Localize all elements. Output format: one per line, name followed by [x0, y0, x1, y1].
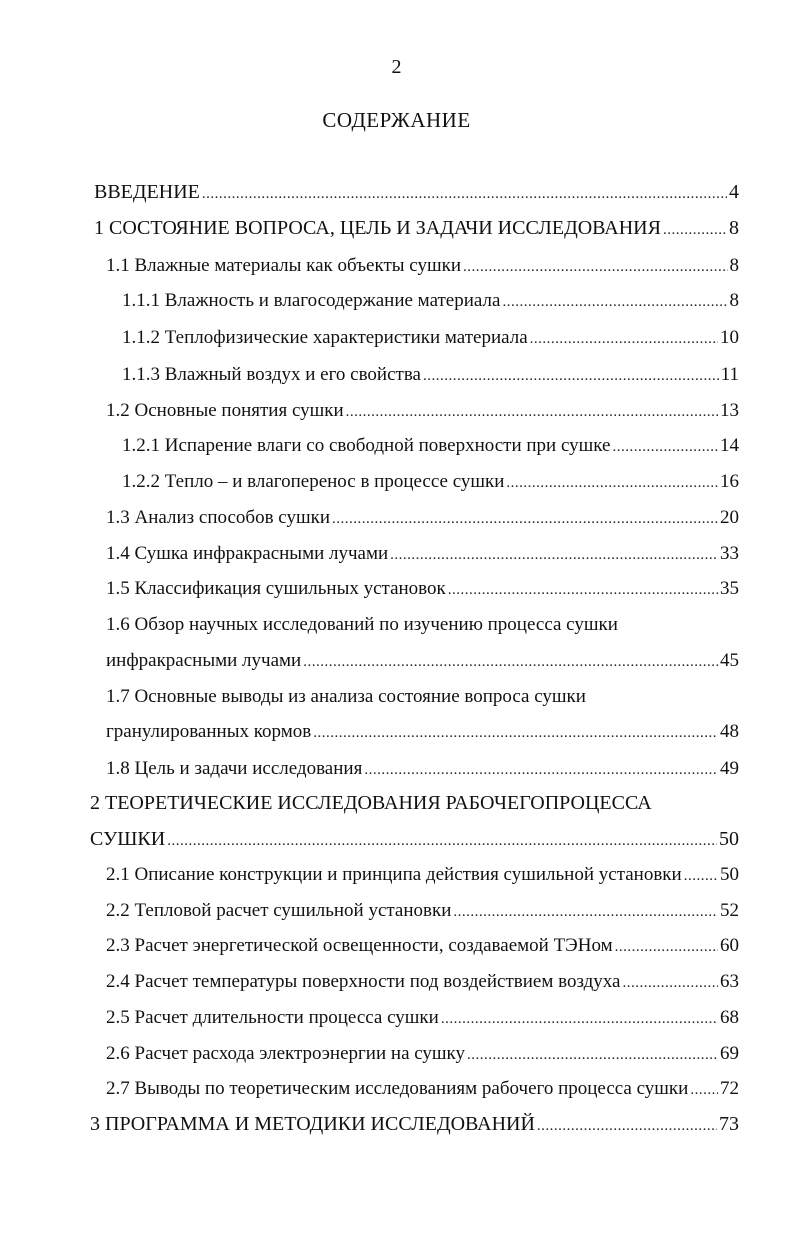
toc-entry[interactable]	[106, 398, 739, 424]
toc-leader-dots	[663, 217, 727, 243]
toc-entry-title: СУШКИ	[90, 828, 166, 850]
toc-entry-title: 3 ПРОГРАММА И МЕТОДИКИ ИССЛЕДОВАНИЙ	[90, 1113, 535, 1135]
toc-leader-dots	[467, 1042, 718, 1068]
toc-entry[interactable]	[90, 1111, 739, 1137]
toc-entry-title: 2.1 Описание конструкции и принципа действия сушильной установки	[106, 864, 682, 885]
toc-page-number: 50	[719, 828, 739, 850]
toc-entry[interactable]	[106, 541, 739, 567]
toc-page-number: 50	[720, 864, 739, 885]
toc-entry-title: 1.5 Классификация сушильных установок	[106, 578, 446, 599]
toc-entry-title: 1.2 Основные понятия сушки	[106, 400, 344, 421]
toc-entry-title: 2.2 Тепловой расчет сушильной установки	[106, 900, 452, 921]
toc-entry[interactable]	[122, 433, 739, 459]
toc-page-number: 14	[720, 435, 739, 456]
toc-page-number: 4	[729, 181, 739, 203]
toc-leader-dots	[441, 1006, 718, 1032]
toc-entry-title: ВВЕДЕНИЕ	[94, 181, 200, 203]
toc-leader-dots	[684, 863, 718, 889]
toc-entry-title: 2.6 Расчет расхода электроэнергии на сушку	[106, 1043, 466, 1064]
toc-entry-title: инфракрасными лучами	[106, 650, 302, 671]
toc-leader-dots	[313, 720, 718, 746]
toc-leader-dots	[364, 757, 718, 783]
toc-page-number: 8	[729, 217, 739, 239]
toc-entry[interactable]	[106, 969, 739, 995]
toc-leader-dots	[502, 289, 727, 315]
toc-leader-dots	[448, 577, 718, 603]
toc-entry-title: 1.3 Анализ способов сушки	[106, 507, 331, 528]
toc-entry-title: 2.4 Расчет температуры поверхности под воздействием воздуха	[106, 971, 621, 992]
toc-entry[interactable]	[94, 179, 739, 205]
page-title: СОДЕРЖАНИЕ	[322, 108, 471, 132]
toc-entry[interactable]	[106, 719, 739, 745]
toc-page-number: 52	[720, 900, 739, 921]
page-number: 2	[391, 56, 402, 78]
toc-entry-title-line1[interactable]: 2 ТЕОРЕТИЧЕСКИЕ ИССЛЕДОВАНИЯ РАБОЧЕГОПРОЦЕССА	[90, 792, 652, 814]
toc-page-number: 13	[720, 400, 739, 421]
toc-entry-title: 2.3 Расчет энергетической освещенности, создаваемой ТЭНом	[106, 935, 613, 956]
toc-page-number: 68	[720, 1007, 739, 1028]
toc-page-number: 16	[720, 471, 739, 492]
toc-entry-title: 1.2.2 Тепло – и влагоперенос в процессе сушки	[122, 471, 505, 492]
toc-entry[interactable]	[122, 288, 739, 314]
toc-leader-dots	[622, 970, 718, 996]
toc-entry[interactable]	[122, 469, 739, 495]
toc-leader-dots	[690, 1077, 718, 1103]
toc-leader-dots	[346, 399, 718, 425]
toc-leader-dots	[530, 326, 718, 352]
toc-leader-dots	[615, 934, 718, 960]
toc-entry[interactable]	[106, 756, 739, 782]
toc-entry-title: гранулированных кормов	[106, 721, 312, 742]
toc-page-number: 35	[720, 578, 739, 599]
toc-entry-title: 1.2.1 Испарение влаги со свободной поверхности при сушке	[122, 435, 611, 456]
toc-leader-dots	[202, 181, 727, 207]
toc-entry[interactable]	[106, 1076, 739, 1102]
toc-leader-dots	[463, 254, 728, 280]
toc-entry[interactable]	[106, 253, 739, 279]
toc-page-number: 69	[720, 1043, 739, 1064]
toc-entry-title: 1.1.2 Теплофизические характеристики материала	[122, 327, 528, 348]
toc-page-number: 33	[720, 543, 739, 564]
toc-leader-dots	[390, 542, 718, 568]
toc-entry[interactable]	[106, 1041, 739, 1067]
toc-entry-title: 1.1.1 Влажность и влагосодержание материала	[122, 290, 501, 311]
toc-entry[interactable]	[106, 505, 739, 531]
toc-leader-dots	[612, 434, 718, 460]
toc-page-number: 10	[720, 327, 739, 348]
toc-page-number: 60	[720, 935, 739, 956]
toc-page-number: 63	[720, 971, 739, 992]
toc-page-number: 8	[729, 255, 739, 276]
toc-page-number: 20	[720, 507, 739, 528]
toc-entry[interactable]	[106, 648, 739, 674]
toc-leader-dots	[506, 470, 718, 496]
toc-page-number: 48	[720, 721, 739, 742]
toc-page-number: 73	[719, 1113, 739, 1135]
toc-entry-title: 1.1.3 Влажный воздух и его свойства	[122, 364, 421, 385]
toc-page-number: 45	[720, 650, 739, 671]
toc-entry[interactable]	[122, 325, 739, 351]
toc-entry-title-line1[interactable]: 1.7 Основные выводы из анализа состояние вопроса сушки	[106, 686, 586, 707]
toc-entry[interactable]	[122, 362, 739, 388]
toc-entry-title: 1 СОСТОЯНИЕ ВОПРОСА, ЦЕЛЬ И ЗАДАЧИ ИССЛЕДОВАНИЯ	[94, 217, 661, 239]
toc-page-number: 72	[720, 1078, 739, 1099]
toc-leader-dots	[537, 1113, 717, 1139]
toc-leader-dots	[332, 506, 718, 532]
toc-page-number: 8	[729, 290, 739, 311]
toc-entry-title: 1.1 Влажные материалы как объекты сушки	[106, 255, 461, 276]
toc-entry-title: 1.8 Цель и задачи исследования	[106, 758, 363, 779]
toc-entry[interactable]	[106, 933, 739, 959]
toc-page-number: 49	[720, 758, 739, 779]
toc-entry-title: 1.4 Сушка инфракрасными лучами	[106, 543, 389, 564]
toc-entry-title: 2.5 Расчет длительности процесса сушки	[106, 1007, 439, 1028]
toc-entry[interactable]	[106, 576, 739, 602]
toc-entry[interactable]	[90, 826, 739, 852]
toc-entry[interactable]	[106, 1005, 739, 1031]
toc-leader-dots	[167, 828, 717, 854]
toc-entry[interactable]	[94, 215, 739, 241]
toc-entry-title-line1[interactable]: 1.6 Обзор научных исследований по изучению процесса сушки	[106, 614, 618, 635]
toc-leader-dots	[303, 649, 718, 675]
toc-entry[interactable]	[106, 898, 739, 924]
toc-page-number: 11	[720, 364, 739, 385]
toc-leader-dots	[453, 899, 718, 925]
toc-entry-title: 2.7 Выводы по теоретическим исследованиям рабочего процесса сушки	[106, 1078, 689, 1099]
toc-leader-dots	[423, 363, 719, 389]
toc-entry[interactable]	[106, 862, 739, 888]
